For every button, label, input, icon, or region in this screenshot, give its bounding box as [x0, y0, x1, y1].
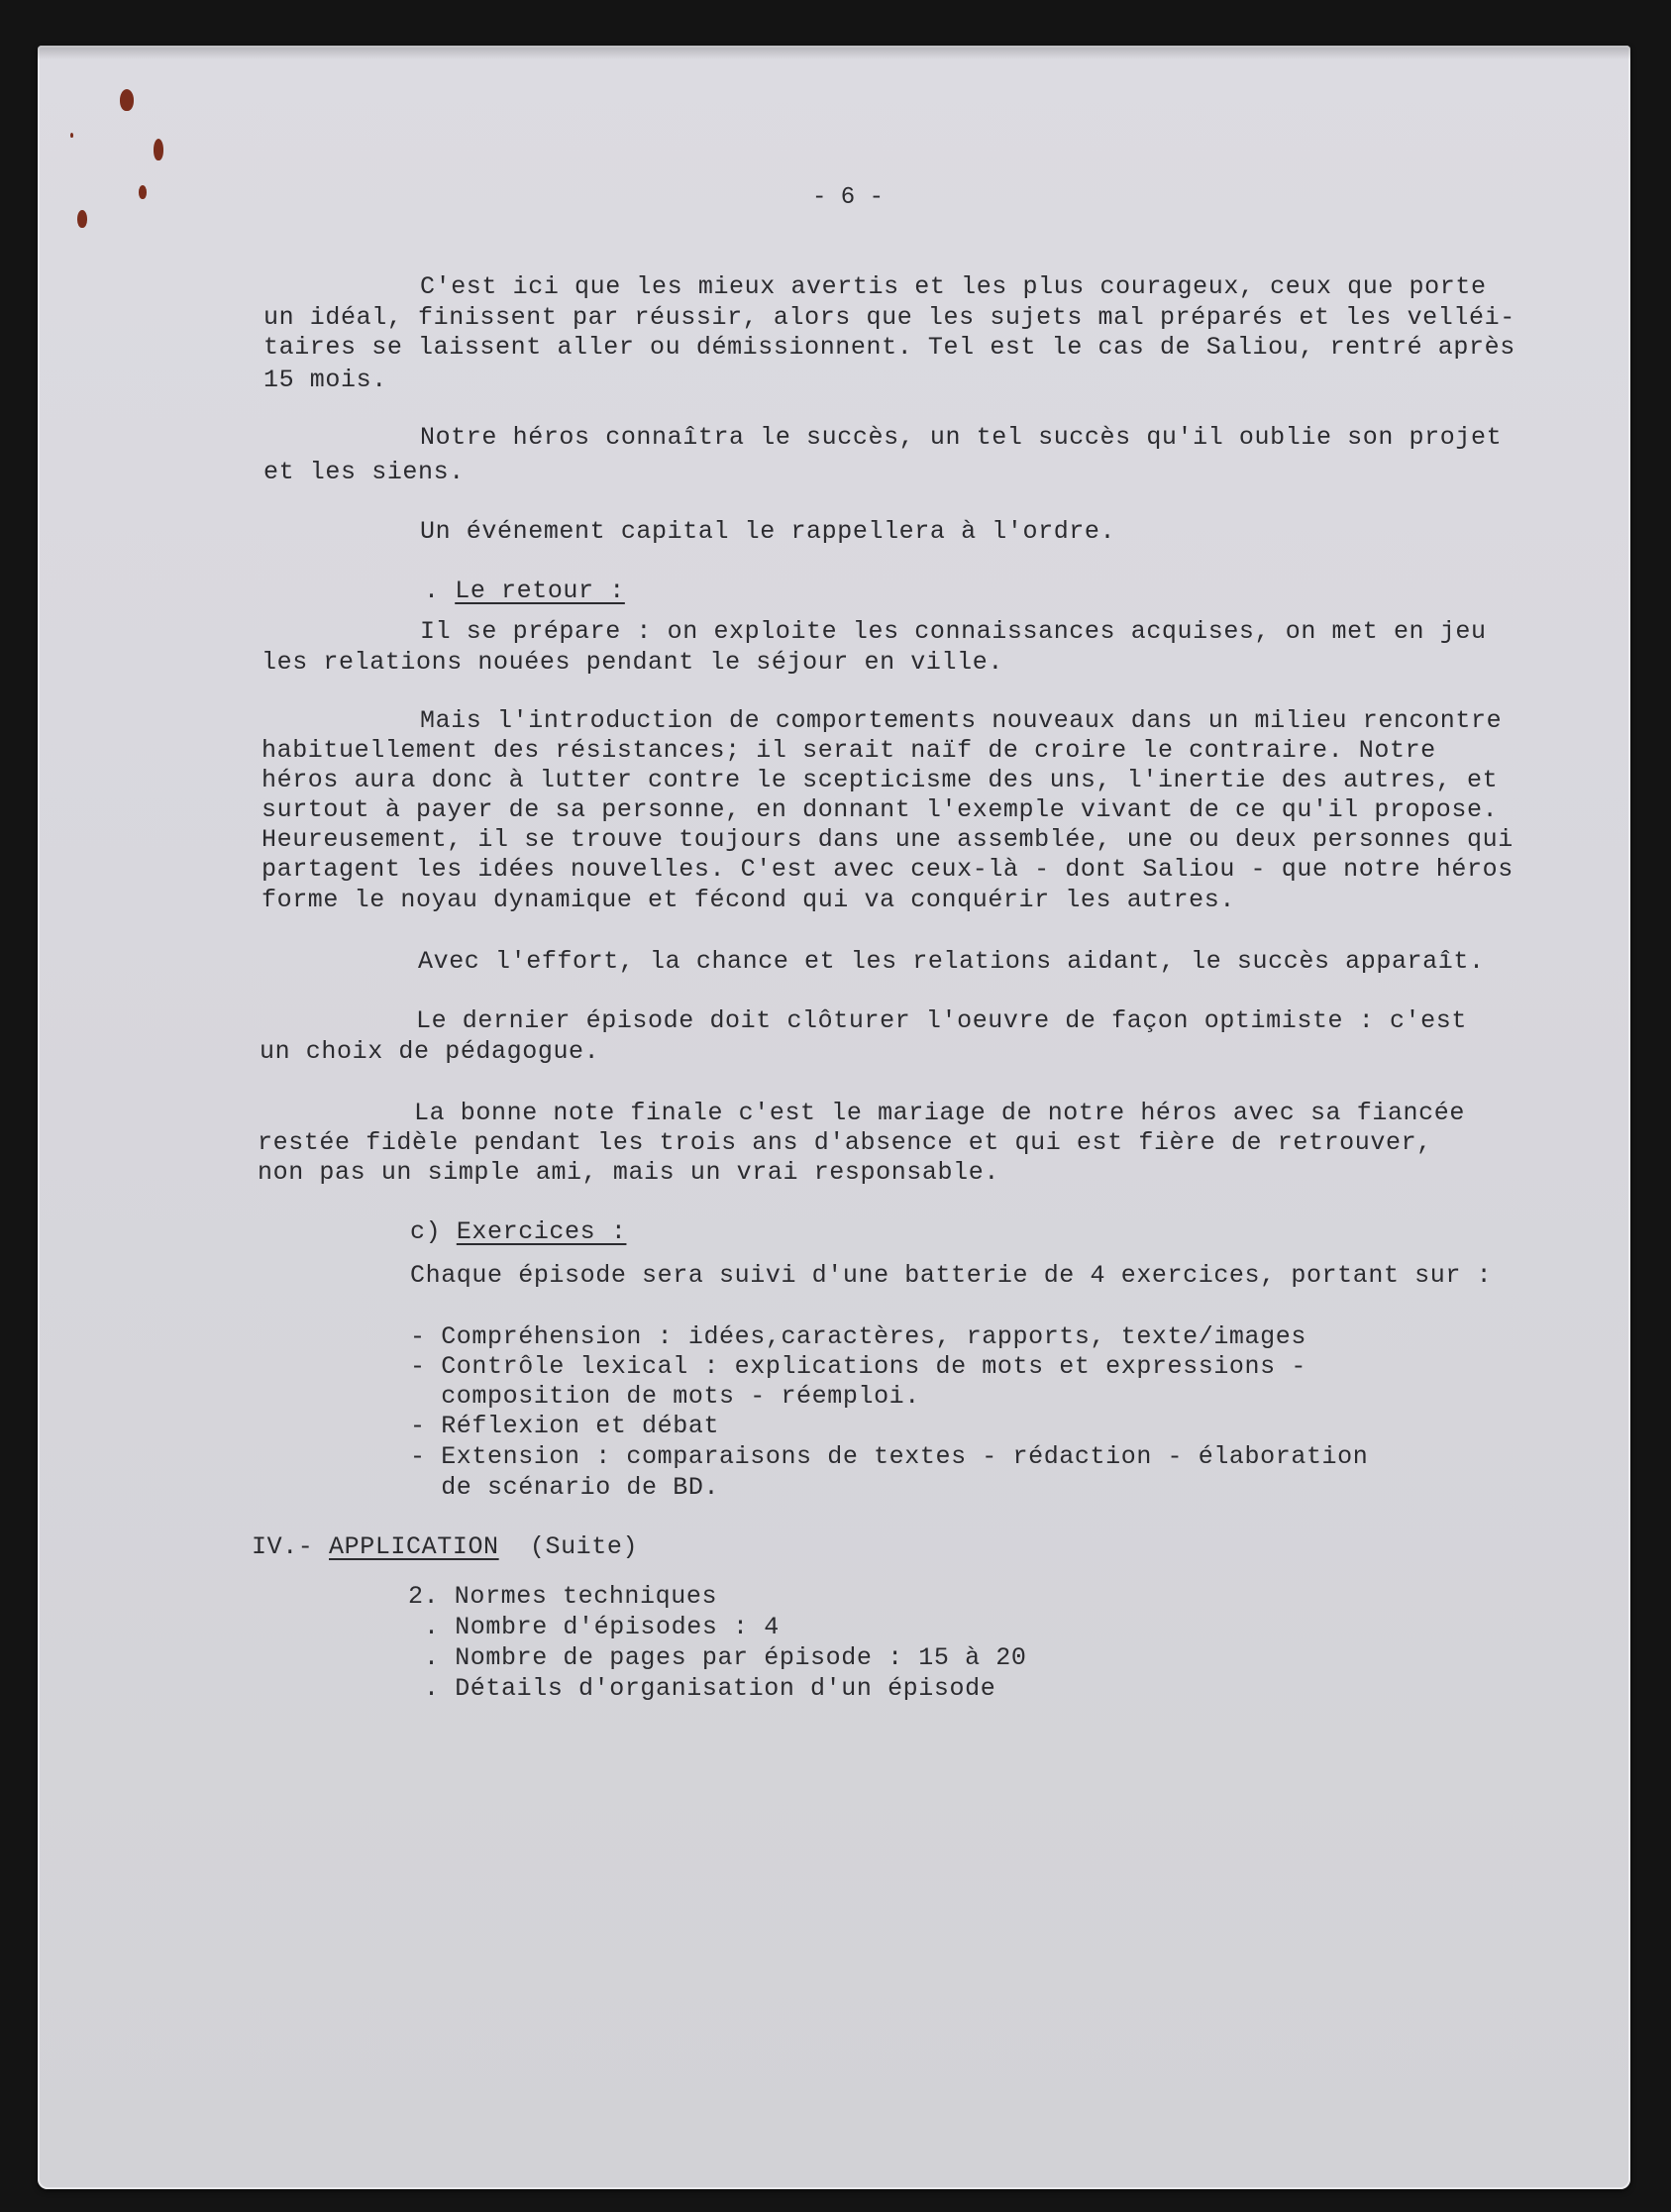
paragraph-5-line-4: surtout à payer de sa personne, en donnant l'exemple vivant de ce qu'il propose. — [261, 795, 1499, 824]
paragraph-8-line-3: non pas un simple ami, mais un vrai responsable. — [258, 1158, 999, 1187]
paragraph-1-line-2: un idéal, finissent par réussir, alors que les sujets mal préparés et les velléi- — [263, 303, 1515, 332]
retour-label: Le retour : — [455, 577, 625, 605]
paragraph-7-line-1: Le dernier épisode doit clôturer l'oeuvre de façon optimiste : c'est — [416, 1006, 1467, 1035]
paragraph-5-line-7: forme le noyau dynamique et fécond qui va conquérir les autres. — [261, 886, 1235, 914]
paragraph-5-line-2: habituellement des résistances; il serait naïf de croire le contraire. Notre — [261, 736, 1436, 765]
paragraph-3-line-1: Un événement capital le rappellera à l'ordre. — [420, 517, 1116, 546]
paragraph-6-line-1: Avec l'effort, la chance et les relations aidant, le succès apparaît. — [418, 947, 1485, 976]
exercice-item-4-cont: de scénario de BD. — [410, 1473, 720, 1502]
paragraph-1-line-1: C'est ici que les mieux avertis et les plus courageux, ceux que porte — [420, 272, 1487, 301]
normes-item-1: . Nombre d'épisodes : 4 — [424, 1613, 780, 1641]
paragraph-5-line-3: héros aura donc à lutter contre le scepticisme des uns, l'inertie des autres, et — [261, 766, 1499, 794]
exercices-label: Exercices : — [456, 1217, 627, 1246]
retour-bullet: . — [424, 577, 456, 605]
exercice-item-4: - Extension : comparaisons de textes - rédaction - élaboration — [410, 1442, 1369, 1471]
application-title: APPLICATION — [329, 1532, 499, 1561]
exercice-item-3: - Réflexion et débat — [410, 1412, 720, 1440]
paragraph-4-line-2: les relations nouées pendant le séjour en ville. — [261, 648, 1003, 677]
application-suffix: (Suite) — [498, 1532, 639, 1561]
normes-item-2: . Nombre de pages par épisode : 15 à 20 — [424, 1643, 1027, 1672]
exercice-item-2-cont: composition de mots - réemploi. — [410, 1382, 920, 1411]
exercice-item-2: - Contrôle lexical : explications de mots et expressions - — [410, 1352, 1306, 1381]
normes-item-3: . Détails d'organisation d'un épisode — [424, 1674, 996, 1703]
paragraph-4-line-1: Il se prépare : on exploite les connaissances acquises, on met en jeu — [420, 617, 1487, 646]
paragraph-2-line-2: et les siens. — [263, 458, 465, 486]
normes-techniques: 2. Normes techniques — [408, 1582, 718, 1611]
application-numeral: IV.- — [252, 1532, 330, 1561]
exercices-intro: Chaque épisode sera suivi d'une batterie de 4 exercices, portant sur : — [410, 1261, 1493, 1290]
paragraph-1-line-4: 15 mois. — [263, 366, 387, 394]
exercice-item-1: - Compréhension : idées,caractères, rapports, texte/images — [410, 1322, 1306, 1351]
retour-heading — [424, 576, 625, 606]
ink-dot — [70, 133, 73, 138]
paragraph-5-line-6: partagent les idées nouvelles. C'est avec ceux-là - dont Saliou - que notre héros — [261, 855, 1514, 884]
ink-stain-1 — [120, 89, 134, 111]
paragraph-5-line-1: Mais l'introduction de comportements nouveaux dans un milieu rencontre — [420, 706, 1503, 735]
paragraph-5-line-5: Heureusement, il se trouve toujours dans une assemblée, une ou deux personnes qui — [261, 825, 1514, 854]
ink-stain-3 — [139, 185, 147, 199]
ink-stain-4 — [77, 210, 87, 228]
page-number: - 6 - — [812, 184, 885, 211]
paragraph-1-line-3: taires se laissent aller ou démissionnent. Tel est le cas de Saliou, rentré après — [263, 333, 1515, 362]
exercices-heading — [410, 1216, 626, 1247]
paragraph-7-line-2: un choix de pédagogue. — [260, 1037, 600, 1066]
paragraph-8-line-2: restée fidèle pendant les trois ans d'absence et qui est fière de retrouver, — [258, 1128, 1432, 1157]
ink-stain-2 — [154, 139, 163, 160]
exercices-prefix: c) — [410, 1217, 457, 1246]
paragraph-8-line-1: La bonne note finale c'est le mariage de notre héros avec sa fiancée — [414, 1099, 1465, 1127]
paragraph-2-line-1: Notre héros connaîtra le succès, un tel succès qu'il oublie son projet — [420, 423, 1503, 452]
application-heading — [252, 1531, 638, 1562]
